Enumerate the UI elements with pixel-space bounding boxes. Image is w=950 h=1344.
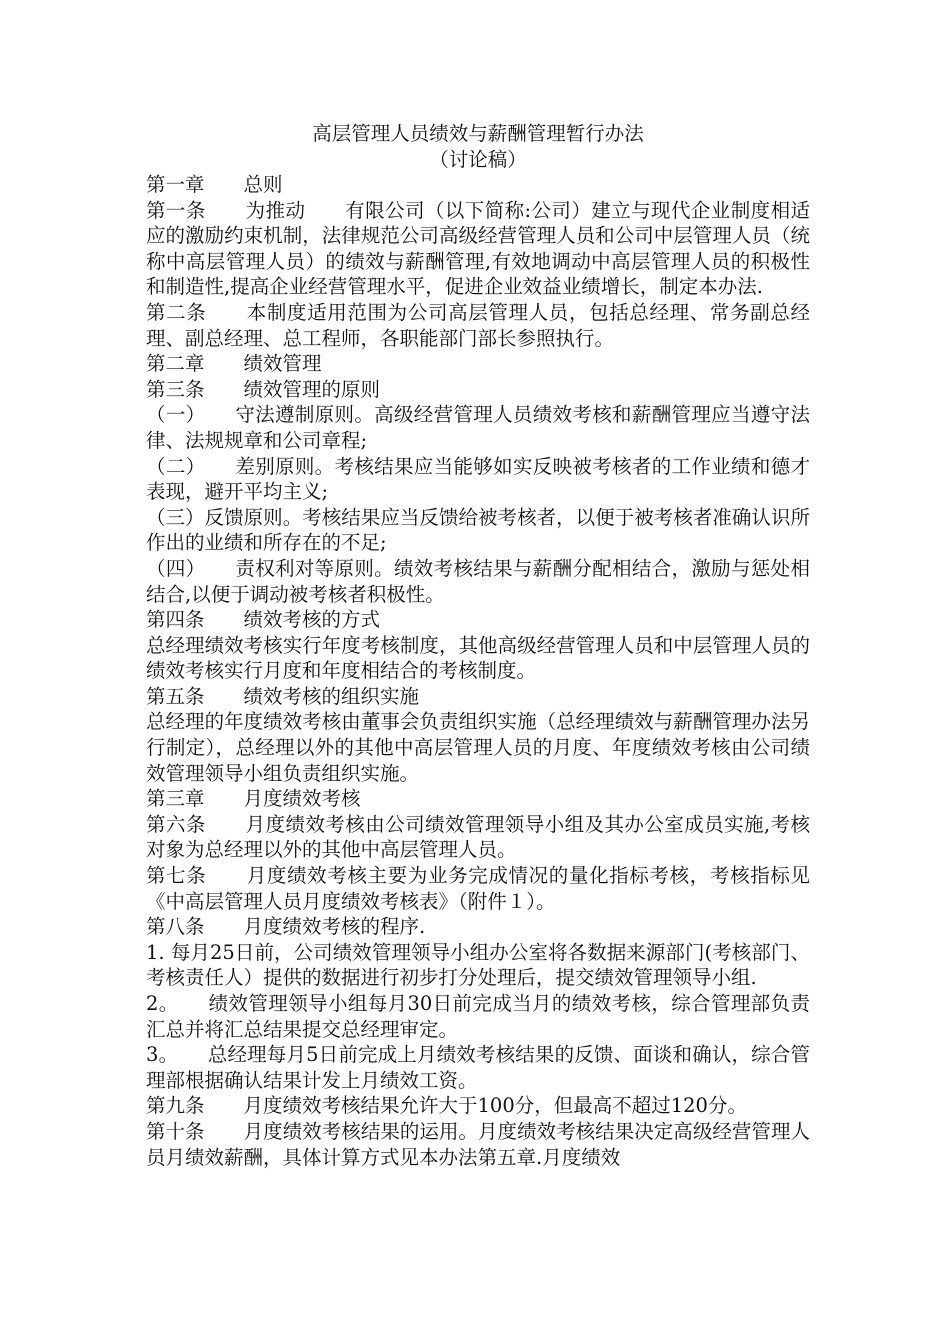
principle-3: （三）反馈原则。考核结果应当反馈给被考核者，以便于被考核者准确认识所作出的业绩和所存在的不足; (146, 505, 810, 555)
article-6: 第六条 月度绩效考核由公司绩效管理领导小组及其办公室成员实施,考核对象为总经理以外的其他中高层管理人员。 (146, 812, 810, 862)
article-7: 第七条 月度绩效考核主要为业务完成情况的量化指标考核，考核指标见《中高层管理人员月度绩效考核表》（附件１）。 (146, 864, 810, 913)
principle-2: （二） 差别原则。考核结果应当能够如实反映被考核者的工作业绩和德才表现，避开平均主义; (146, 454, 810, 504)
procedure-step-1: 1. 每月25日前，公司绩效管理领导小组办公室将各数据来源部门(考核部门、考核责任人）提供的数据进行初步打分处理后，提交绩效管理领导小组. (146, 940, 810, 990)
article-9: 第九条 月度绩效考核结果允许大于100分，但最高不超过120分。 (146, 1094, 747, 1118)
article-5-body: 总经理的年度绩效考核由董事会负责组织实施（总经理绩效与薪酬管理办法另行制定），总经理以外的其他中高层管理人员的月度、年度绩效考核由公司绩效管理领导小组负责组织实施。 (146, 710, 810, 785)
document-page (146, 121, 810, 1170)
principle-4: （四） 责权利对等原则。绩效考核结果与薪酬分配相结合，激励与惩处相结合,以便于调动被考核者积极性。 (146, 556, 810, 606)
article-8-heading: 第八条 月度绩效考核的程序. (146, 915, 426, 939)
document-title: 高层管理人员绩效与薪酬管理暂行办法 (312, 122, 644, 145)
article-5-heading: 第五条 绩效考核的组织实施 (146, 684, 420, 708)
chapter-3-heading: 第三章 月度绩效考核 (146, 787, 361, 811)
procedure-step-2: 2。 绩效管理领导小组每月30日前完成当月的绩效考核，综合管理部负责汇总并将汇总结果提交总经理审定。 (146, 992, 810, 1041)
article-2: 第二条 本制度适用范围为公司高层管理人员，包括总经理、常务副总经理、副总经理、总工程师，各职能部门部长参照执行。 (146, 300, 810, 350)
chapter-2-heading: 第二章 绩效管理 (146, 352, 322, 376)
procedure-step-3: 3。 总经理每月5日前完成上月绩效考核结果的反馈、面谈和确认，综合管理部根据确认结果计发上月绩效工资。 (146, 1043, 810, 1092)
article-1: 第一条 为推动 有限公司（以下简称:公司）建立与现代企业制度相适应的激励约束机制，法律规范公司高级经营管理人员和公司中层管理人员（统称中高层管理人员）的绩效与薪酬管理,有效地调动中高层管理人员的积极性和制造性,提高企业经营管理水平，促进企业效益业绩增长，制定本办法. (146, 198, 810, 299)
principle-1: （一） 守法遵制原则。高级经营管理人员绩效考核和薪酬管理应当遵守法律、法规规章和公司章程; (146, 403, 810, 452)
document-subtitle: （讨论稿） (429, 148, 527, 171)
chapter-1-heading: 第一章 总则 (146, 173, 283, 196)
article-4-body: 总经理绩效考核实行年度考核制度，其他高级经营管理人员和中层管理人员的绩效考核实行月度和年度相结合的考核制度。 (146, 633, 810, 683)
article-3-heading: 第三条 绩效管理的原则 (146, 377, 381, 401)
article-4-heading: 第四条 绩效考核的方式 (146, 608, 381, 632)
article-10: 第十条 月度绩效考核结果的运用。月度绩效考核结果决定高级经营管理人员月绩效薪酬，具体计算方式见本办法第五章.月度绩效 (146, 1119, 810, 1169)
